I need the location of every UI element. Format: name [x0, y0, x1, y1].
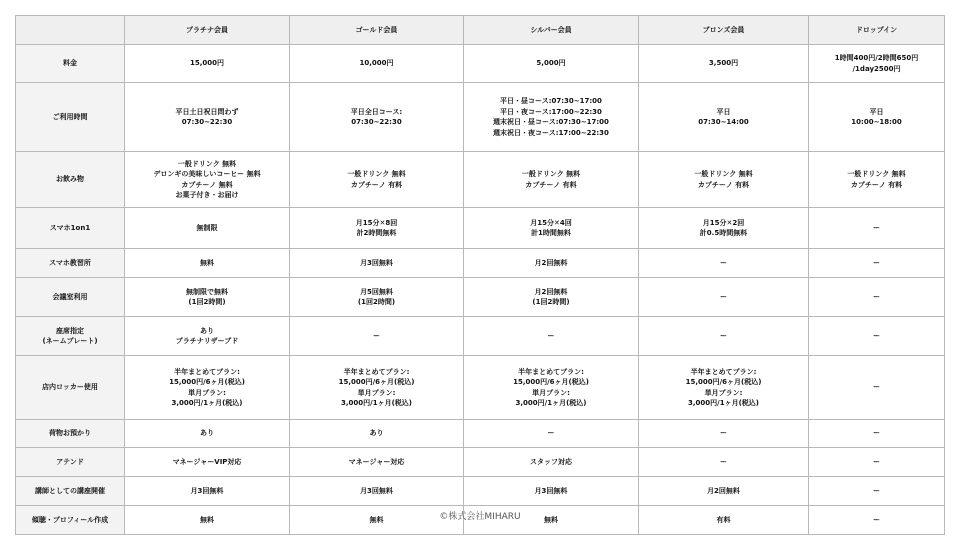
- row-label: 講師としての講座開催: [16, 477, 125, 506]
- cell-bronze: 一般ドリンク 無料 カプチーノ 有料: [639, 152, 809, 208]
- table-row: [16, 317, 945, 356]
- cell-dropin: ー: [809, 356, 945, 420]
- cell-bronze: ー: [639, 249, 809, 278]
- cell-gold: ー: [290, 317, 464, 356]
- table-row: [16, 152, 945, 208]
- cell-dropin: ー: [809, 278, 945, 317]
- cell-gold: 平日全日コース: 07:30~22:30: [290, 83, 464, 152]
- cell-gold: 月3回無料: [290, 249, 464, 278]
- row-label: スマホ1on1: [16, 208, 125, 249]
- cell-platinum: 一般ドリンク 無料 デロンギの美味しいコーヒー 無料 カプチーノ 無料 お菓子付き・お届け: [125, 152, 290, 208]
- row-label: 料金: [16, 45, 125, 83]
- cell-silver: ー: [464, 420, 639, 448]
- row-label: お飲み物: [16, 152, 125, 208]
- header-platinum: プラチナ会員: [125, 16, 290, 45]
- cell-platinum: 無制限: [125, 208, 290, 249]
- cell-bronze: 3,500円: [639, 45, 809, 83]
- cell-bronze: 月2回無料: [639, 477, 809, 506]
- cell-platinum: マネージャーVIP対応: [125, 448, 290, 477]
- cell-platinum: 無料: [125, 506, 290, 535]
- cell-dropin: ー: [809, 448, 945, 477]
- cell-gold: 月3回無料: [290, 477, 464, 506]
- cell-gold: あり: [290, 420, 464, 448]
- cell-platinum: あり: [125, 420, 290, 448]
- cell-silver: 平日・昼コース:07:30~17:00 平日・夜コース:17:00~22:30 週末祝日・昼コース:07:30~17:00 週末祝日・夜コース:17:00~22:30: [464, 83, 639, 152]
- table-row: [16, 249, 945, 278]
- row-label: ご利用時間: [16, 83, 125, 152]
- cell-bronze: ー: [639, 420, 809, 448]
- cell-silver: ー: [464, 317, 639, 356]
- cell-bronze: ー: [639, 448, 809, 477]
- cell-bronze: 月15分✕2回 計0.5時間無料: [639, 208, 809, 249]
- cell-gold: 半年まとめてプラン: 15,000円/6ヶ月(税込) 単月プラン: 3,000円/1ヶ月(税込): [290, 356, 464, 420]
- cell-platinum: 平日土日祝日問わず 07:30~22:30: [125, 83, 290, 152]
- row-label: 座席指定 (ネームプレート): [16, 317, 125, 356]
- cell-silver: 5,000円: [464, 45, 639, 83]
- cell-silver: 一般ドリンク 無料 カプチーノ 有料: [464, 152, 639, 208]
- cell-dropin: ー: [809, 506, 945, 535]
- cell-platinum: あり プラチナリザーブド: [125, 317, 290, 356]
- table-row: [16, 420, 945, 448]
- cell-gold: 月15分✕8回 計2時間無料: [290, 208, 464, 249]
- row-label: 会議室利用: [16, 278, 125, 317]
- cell-silver: 月2回無料 (1回2時間): [464, 278, 639, 317]
- cell-gold: 無料: [290, 506, 464, 535]
- cell-bronze: 有料: [639, 506, 809, 535]
- header-bronze: ブロンズ会員: [639, 16, 809, 45]
- cell-dropin: ー: [809, 317, 945, 356]
- cell-dropin: 1時間400円/2時間650円 /1day2500円: [809, 45, 945, 83]
- cell-gold: マネージャー対応: [290, 448, 464, 477]
- cell-platinum: 月3回無料: [125, 477, 290, 506]
- row-label: アテンド: [16, 448, 125, 477]
- row-label: 傾聴・プロフィール作成: [16, 506, 125, 535]
- cell-bronze: ー: [639, 317, 809, 356]
- table-row: [16, 278, 945, 317]
- cell-gold: 10,000円: [290, 45, 464, 83]
- row-label: 荷物お預かり: [16, 420, 125, 448]
- cell-platinum: 無制限で無料 (1回2時間): [125, 278, 290, 317]
- copyright-text: ©株式会社MIHARU: [439, 512, 521, 522]
- table-row: [16, 208, 945, 249]
- membership-comparison-table: [15, 15, 945, 535]
- cell-dropin: ー: [809, 208, 945, 249]
- table-row: [16, 45, 945, 83]
- cell-dropin: ー: [809, 477, 945, 506]
- cell-platinum: 15,000円: [125, 45, 290, 83]
- table-row: [16, 448, 945, 477]
- table-row: [16, 356, 945, 420]
- row-label: 店内ロッカー使用: [16, 356, 125, 420]
- cell-dropin: 平日 10:00~18:00: [809, 83, 945, 152]
- cell-silver: スタッフ対応: [464, 448, 639, 477]
- header-dropin: ドロップイン: [809, 16, 945, 45]
- cell-bronze: 平日 07:30~14:00: [639, 83, 809, 152]
- row-label: スマホ教習所: [16, 249, 125, 278]
- cell-silver: 半年まとめてプラン: 15,000円/6ヶ月(税込) 単月プラン: 3,000円/1ヶ月(税込): [464, 356, 639, 420]
- header-corner: [16, 16, 125, 45]
- table-row: [16, 477, 945, 506]
- header-gold: ゴールド会員: [290, 16, 464, 45]
- cell-platinum: 半年まとめてプラン: 15,000円/6ヶ月(税込) 単月プラン: 3,000円/1ヶ月(税込): [125, 356, 290, 420]
- cell-dropin: ー: [809, 420, 945, 448]
- table-row: [16, 83, 945, 152]
- cell-silver: 月2回無料: [464, 249, 639, 278]
- cell-platinum: 無料: [125, 249, 290, 278]
- cell-bronze: ー: [639, 278, 809, 317]
- cell-silver: 月15分✕4回 計1時間無料: [464, 208, 639, 249]
- cell-silver: 月3回無料: [464, 477, 639, 506]
- table-header-row: [16, 16, 945, 45]
- cell-dropin: ー: [809, 249, 945, 278]
- cell-bronze: 半年まとめてプラン: 15,000円/6ヶ月(税込) 単月プラン: 3,000円/1ヶ月(税込): [639, 356, 809, 420]
- header-silver: シルバー会員: [464, 16, 639, 45]
- cell-gold: 月5回無料 (1回2時間): [290, 278, 464, 317]
- cell-dropin: 一般ドリンク 無料 カプチーノ 有料: [809, 152, 945, 208]
- cell-gold: 一般ドリンク 無料 カプチーノ 有料: [290, 152, 464, 208]
- cell-silver: 無料: [464, 506, 639, 535]
